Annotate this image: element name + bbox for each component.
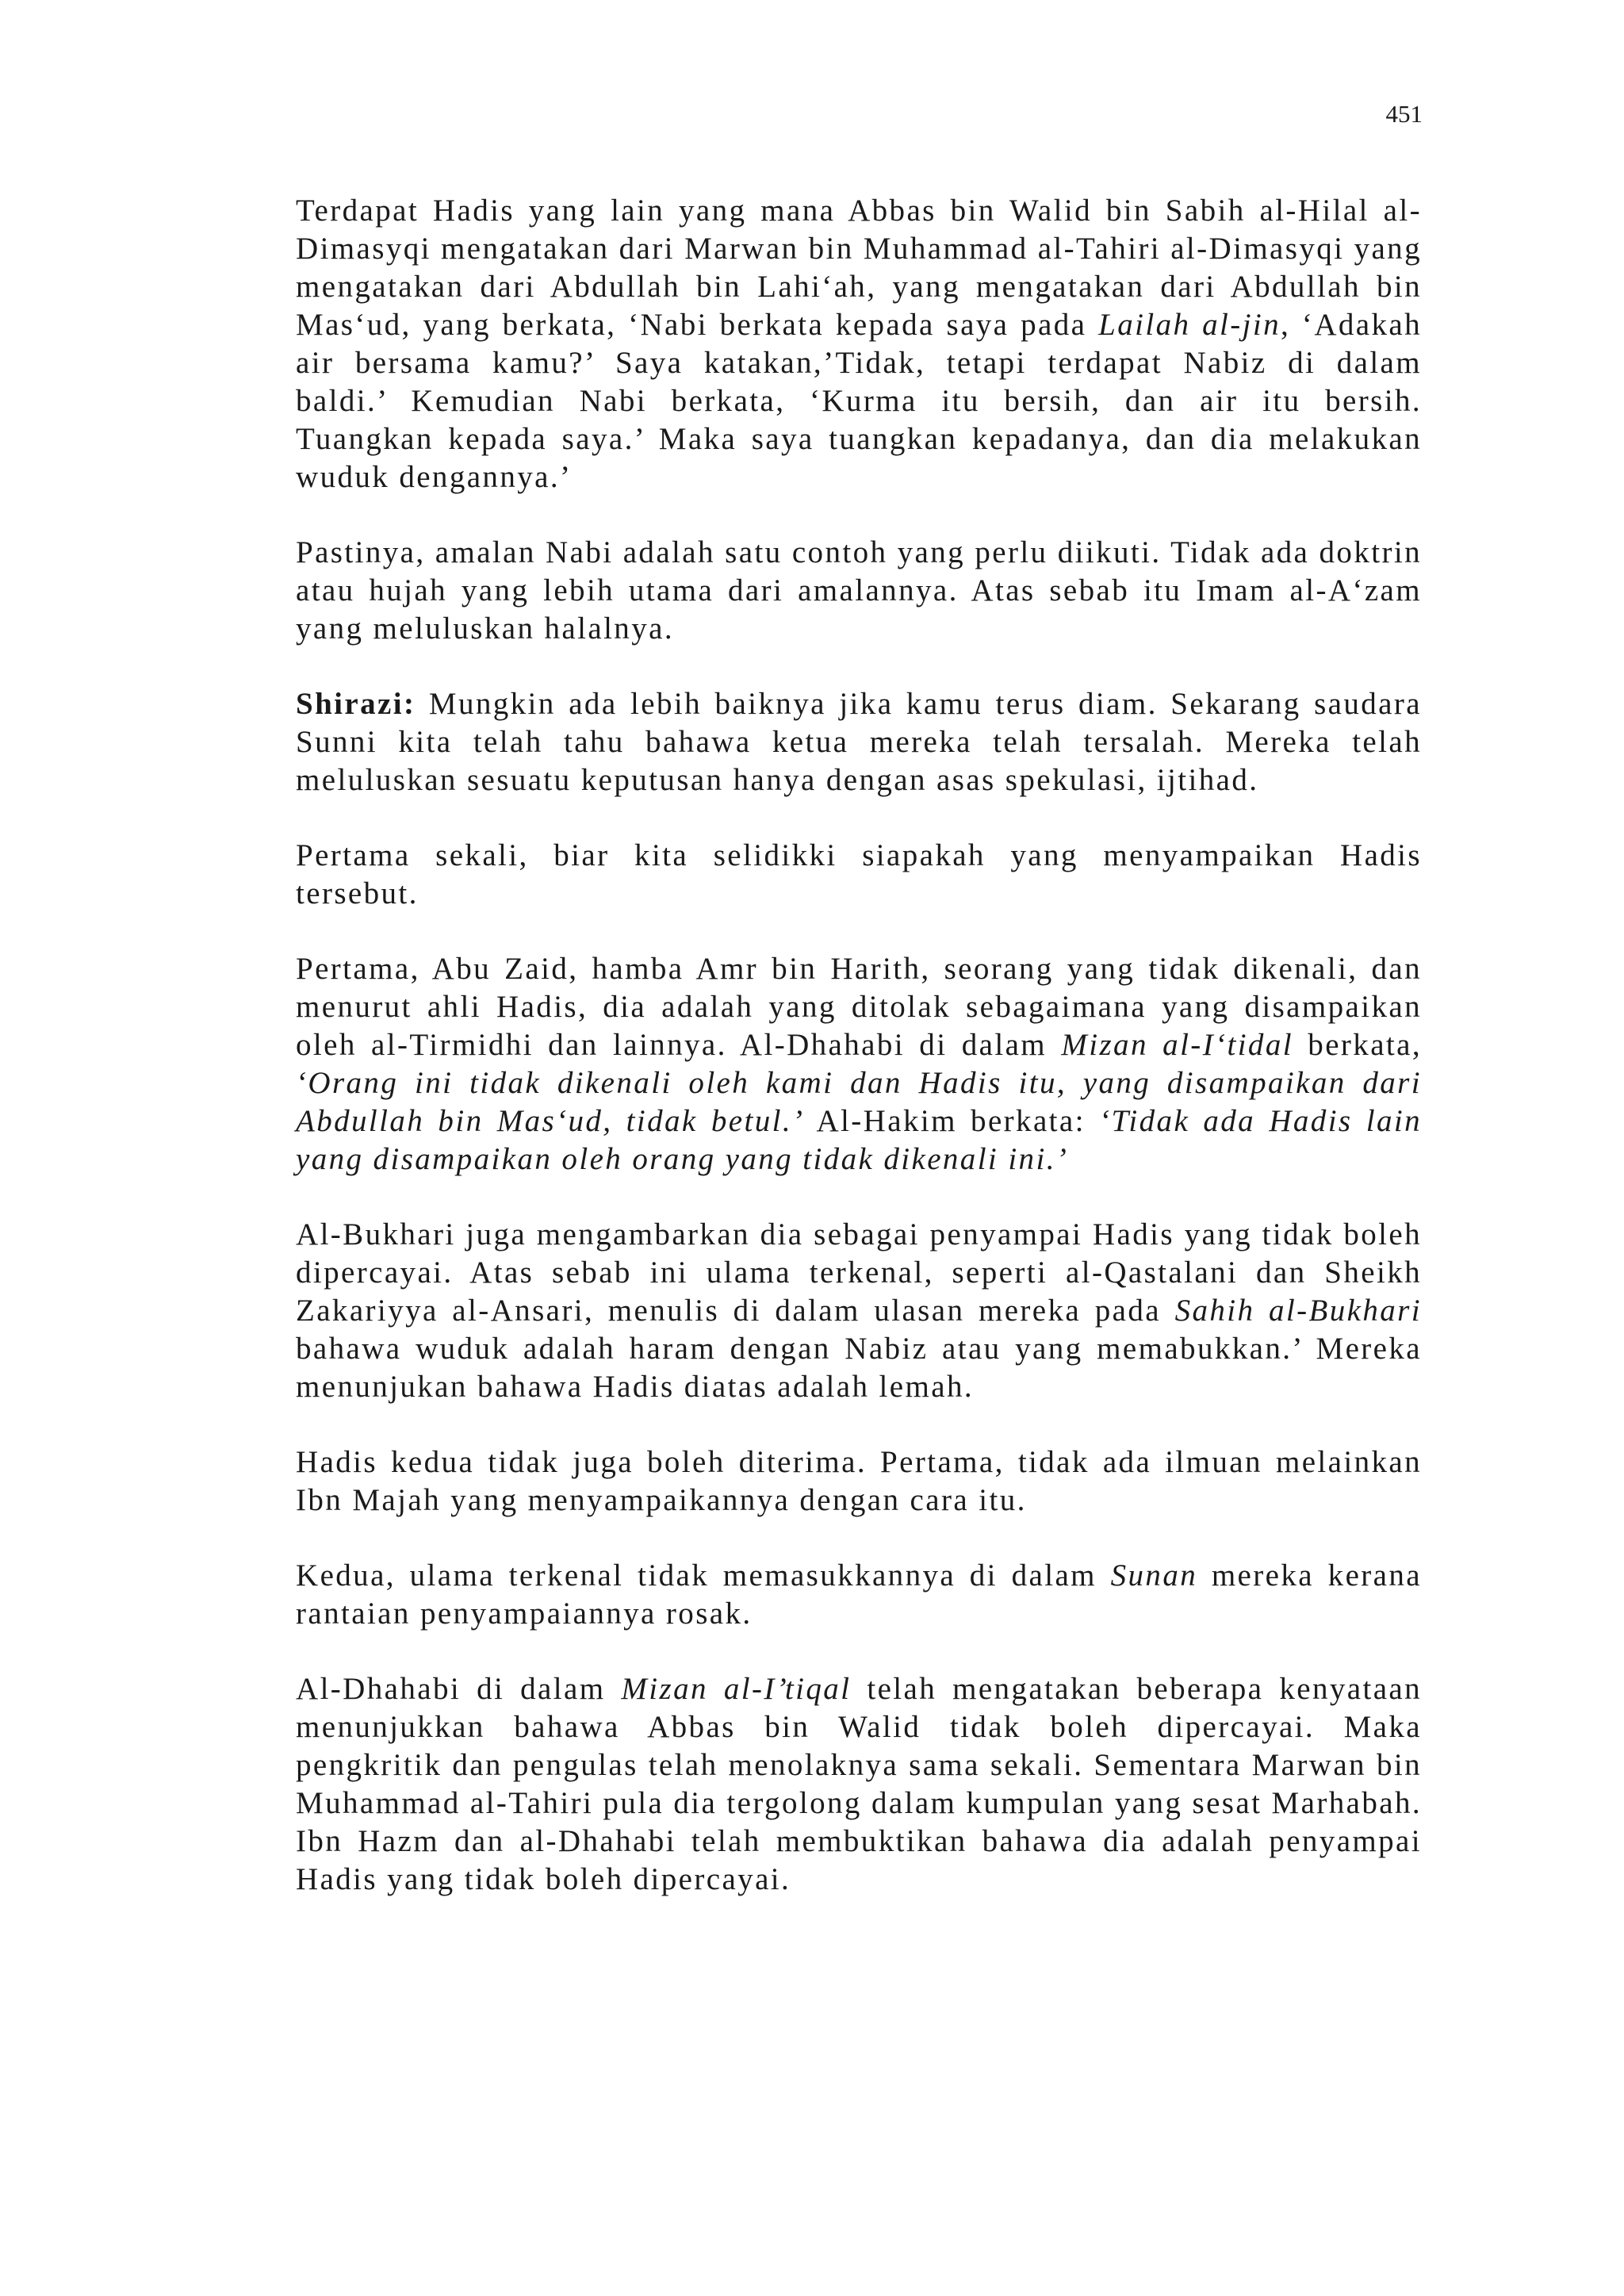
page-body: [296, 192, 1422, 1936]
paragraph-text: mereka kerana rantaian penyampaiannya rosak.: [296, 1558, 1422, 1631]
quote-al-hakim: ‘Tidak ada Hadis lain yang disampaikan oleh orang yang tidak dikenali ini.’: [296, 1104, 1423, 1176]
paragraph-text: Pertama sekali, biar kita selidikki siapakah yang menyampaikan Hadis tersebut.: [296, 838, 1422, 910]
paragraph-text: Al-Bukhari juga mengambarkan dia sebagai penyampai Hadis yang tidak boleh dipercayai. Atas sebab ini ulama terkenal, seperti al-Qastalani dan Sheikh Zakariyya al-Ansari, menulis di dalam ulasan mereka pada: [296, 1217, 1422, 1328]
book-title-mizan-al-itiqal: Mizan al-I’tiqal: [621, 1672, 852, 1706]
paragraph-text: Al-Hakim berkata:: [804, 1104, 1100, 1138]
book-title-sunan: Sunan: [1110, 1558, 1198, 1593]
paragraph-text: Pertama, Abu Zaid, hamba Amr bin Harith, seorang yang tidak dikenali, dan menurut ahli Hadis, dia adalah yang ditolak sebagaimana yang disampaikan oleh al-Tirmidhi dan lainnya. Al-Dhahabi di dalam: [296, 952, 1422, 1062]
paragraph-amalan-nabi: [296, 534, 1422, 648]
paragraph-abu-zaid: [296, 950, 1422, 1179]
book-title-mizan-al-itidal: Mizan al-I‘tidal: [1061, 1028, 1293, 1062]
paragraph-hadis-abbas: [296, 192, 1422, 496]
paragraph-text: Kedua, ulama terkenal tidak memasukkannya di dalam: [296, 1558, 1111, 1593]
paragraph-text: Al-Dhahabi di dalam: [296, 1672, 622, 1706]
paragraph-text: Mungkin ada lebih baiknya jika kamu terus diam. Sekarang saudara Sunni kita telah tahu bahawa ketua mereka telah tersalah. Mereka telah meluluskan sesuatu keputusan hanya dengan asas spekulasi, ijtihad.: [296, 687, 1422, 797]
paragraph-text: Terdapat Hadis yang lain yang mana Abbas bin Walid bin Sabih al-Hilal al-Dimasyqi mengatakan dari Marwan bin Muhammad al-Tahiri al-Dimasyqi yang mengatakan dari Abdullah bin Lahi‘ah, yang mengatakan dari Abdullah bin Mas‘ud, yang berkata, ‘Nabi berkata kepada saya pada: [296, 194, 1422, 342]
quote-al-dhahabi: ‘Orang ini tidak dikenali oleh kami dan Hadis itu, yang disampaikan dari Abdullah bin Mas‘ud, tidak betul.’: [296, 1066, 1422, 1138]
italic-term-lailah-al-jin: Lailah al-jin: [1098, 308, 1281, 342]
paragraph-text: Hadis kedua tidak juga boleh diterima. Pertama, tidak ada ilmuan melainkan Ibn Majah yang menyampaikannya dengan cara itu.: [296, 1445, 1422, 1517]
speaker-label: Shirazi:: [296, 687, 416, 721]
paragraph-text: Pastinya, amalan Nabi adalah satu contoh yang perlu diikuti. Tidak ada doktrin atau hujah yang lebih utama dari amalannya. Atas sebab itu Imam al-A‘zam yang meluluskan halalnya.: [296, 535, 1422, 646]
paragraph-hadis-kedua: [296, 1443, 1422, 1520]
paragraph-text: telah mengatakan beberapa kenyataan menunjukkan bahawa Abbas bin Walid tidak boleh dipercayai. Maka pengkritik dan pengulas telah menolaknya sama sekali. Sementara Marwan bin Muhammad al-Tahiri pula dia tergolong dalam kumpulan yang sesat Marhabah. Ibn Hazm dan al-Dhahabi telah membuktikan bahawa dia adalah penyampai Hadis yang tidak boleh dipercayai.: [296, 1672, 1423, 1896]
paragraph-kedua-ulama: [296, 1557, 1422, 1633]
paragraph-al-bukhari: [296, 1216, 1422, 1406]
paragraph-al-dhahabi-mizan: [296, 1670, 1422, 1899]
paragraph-shirazi: [296, 685, 1422, 799]
paragraph-pertama-sekali: [296, 837, 1422, 913]
book-title-sahih-al-bukhari: Sahih al-Bukhari: [1174, 1294, 1422, 1328]
paragraph-text: , ‘Adakah air bersama kamu?’ Saya katakan,’Tidak, tetapi terdapat Nabiz di dalam baldi.’ Kemudian Nabi berkata, ‘Kurma itu bersih, dan air itu bersih. Tuangkan kepada saya.’ Maka saya tuangkan kepadanya, dan dia melakukan wuduk dengannya.’: [296, 308, 1423, 494]
paragraph-text: berkata,: [1293, 1028, 1422, 1062]
page-number: 451: [1385, 100, 1423, 128]
paragraph-text: bahawa wuduk adalah haram dengan Nabiz atau yang memabukkan.’ Mereka menunjukan bahawa Hadis diatas adalah lemah.: [296, 1332, 1422, 1404]
